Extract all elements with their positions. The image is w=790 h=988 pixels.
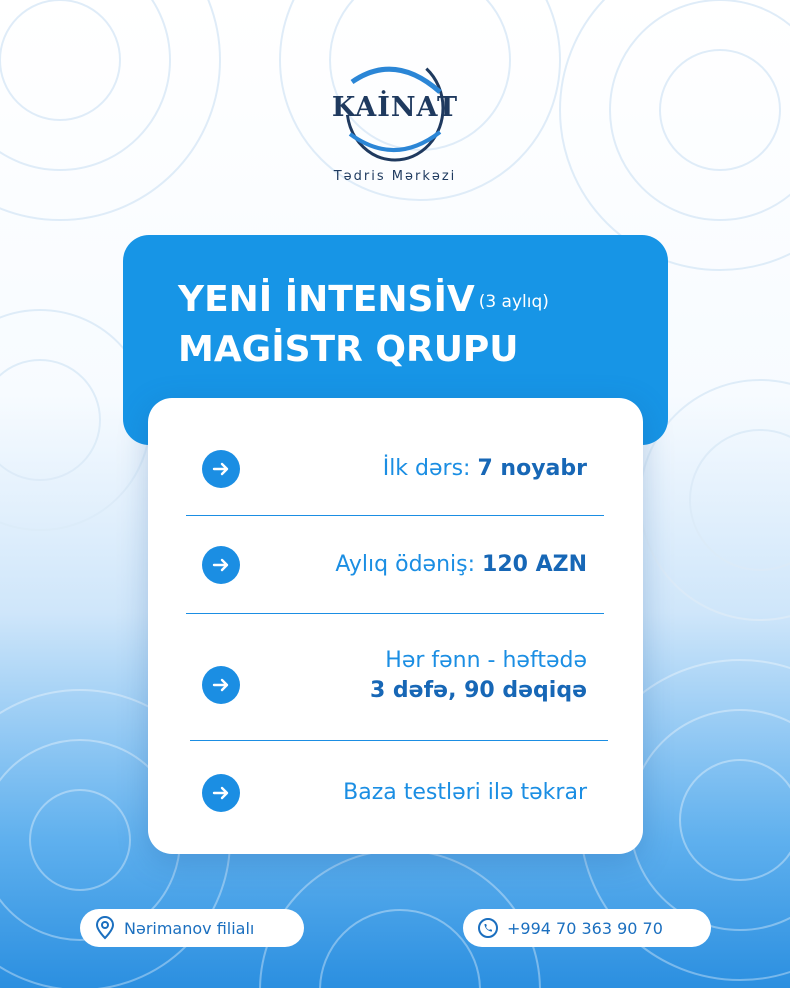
divider: [186, 613, 604, 614]
divider: [186, 515, 604, 516]
item-label: İlk dərs:: [382, 456, 471, 481]
phone-icon: [477, 917, 499, 939]
location-pill: [80, 909, 304, 947]
info-card: [148, 398, 643, 854]
item-text: [370, 646, 587, 706]
arrow-right-icon: [202, 546, 240, 584]
item-value: 3 dəfə, 90 dəqiqə: [369, 678, 587, 703]
item-text: [383, 454, 587, 484]
brand-subtitle: Tədris Mərkəzi: [333, 169, 457, 184]
phone-pill[interactable]: [463, 909, 711, 947]
item-text: [343, 778, 587, 808]
logo: [0, 52, 790, 192]
title-line-1: YENİ İNTENSİV: [178, 279, 475, 320]
location-text: Nərimanov filialı: [124, 918, 255, 938]
page-title: [178, 276, 549, 374]
item-label: Aylıq ödəniş:: [335, 552, 476, 577]
arrow-right-icon: [202, 666, 240, 704]
title-line-2: MAGİSTR QRUPU: [178, 329, 519, 370]
arrow-right-icon: [202, 450, 240, 488]
item-text: [335, 550, 587, 580]
divider: [190, 740, 608, 741]
item-label: Baza testləri ilə təkrar: [343, 780, 587, 805]
item-value: 7 noyabr: [477, 456, 587, 481]
item-label: Hər fənn - həftədə: [385, 648, 587, 673]
phone-number: +994 70 363 90 70: [507, 918, 663, 938]
item-value: 120 AZN: [482, 552, 587, 577]
arrow-right-icon: [202, 774, 240, 812]
title-note: (3 aylıq): [478, 292, 549, 312]
brand-name: KAİNAT: [331, 92, 459, 123]
location-pin-icon: [94, 916, 116, 940]
